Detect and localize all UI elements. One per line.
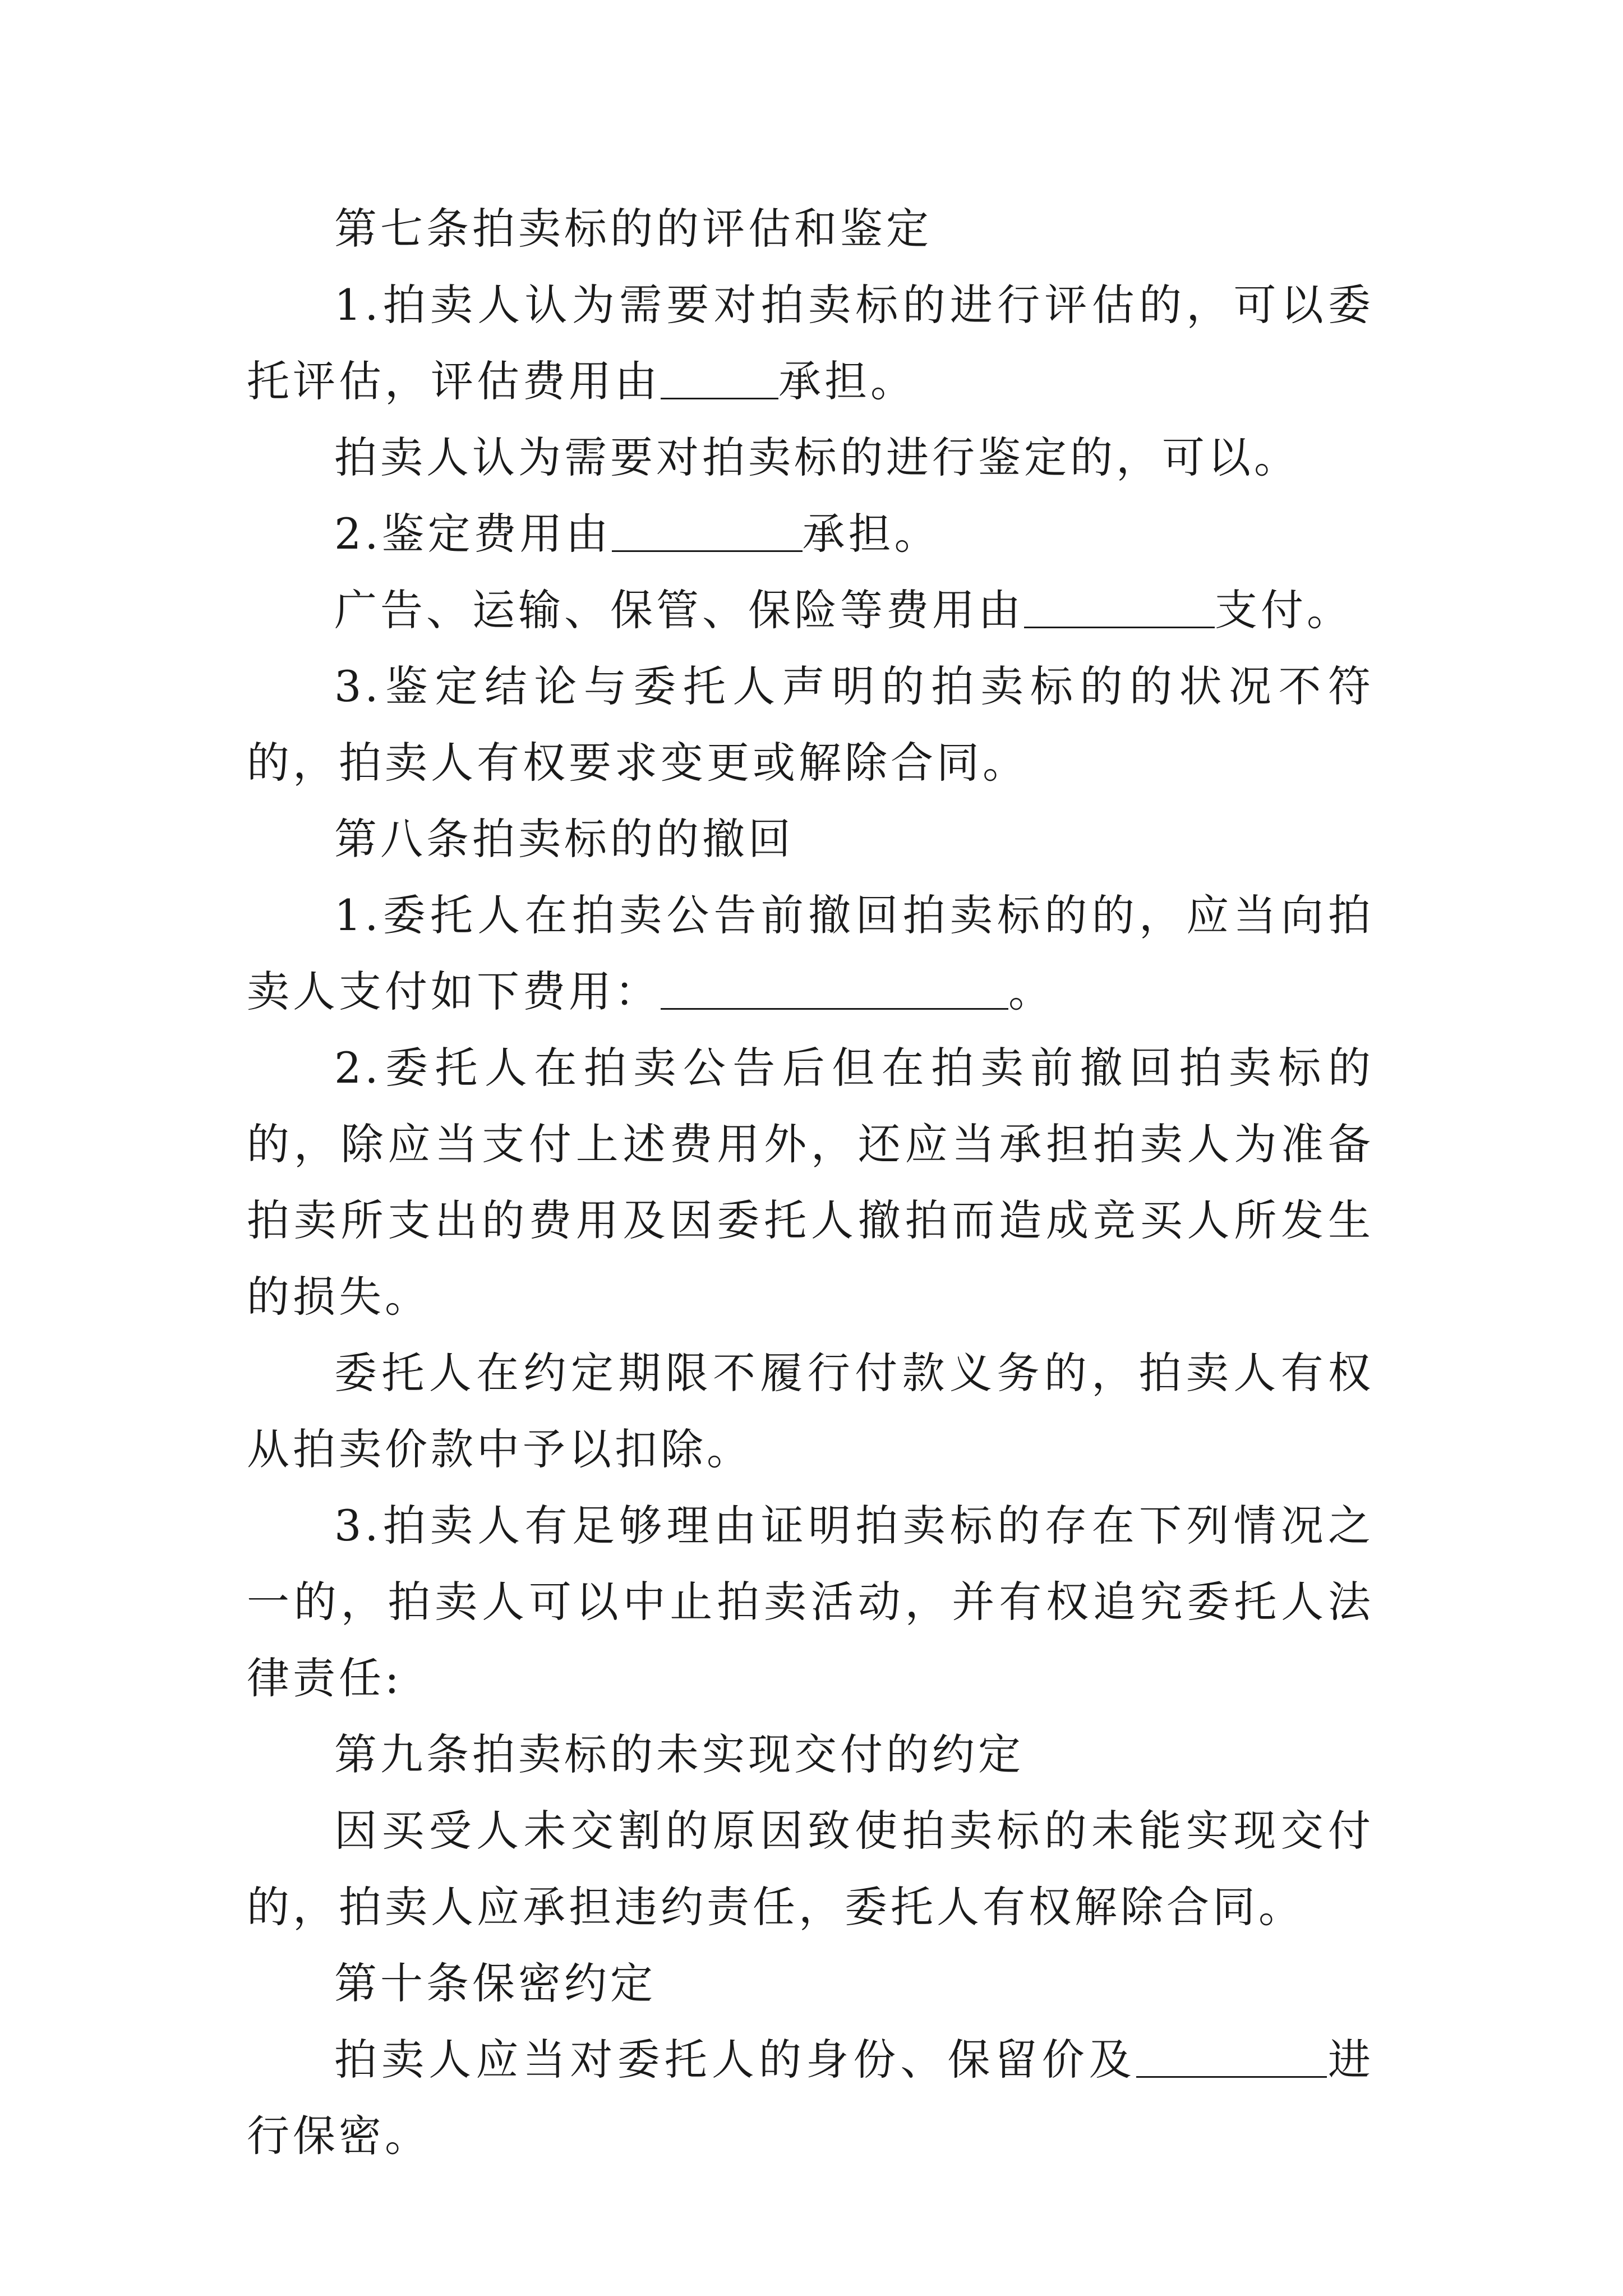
article-8-heading: [247, 801, 1374, 877]
article-10-heading-text: 第十条保密约定: [334, 1958, 656, 2008]
article-7-heading: [247, 191, 1374, 267]
blank-line: [1136, 2033, 1327, 2078]
paragraph-text: 因买受人未交割的原因致使拍卖标的未能实现交付的，拍卖人应承担违约责任，委托人有权解除合同。: [247, 1806, 1374, 1932]
paragraph-text: 委托人在约定期限不履行付款义务的，拍卖人有权从拍卖价款中予以扣除。: [247, 1348, 1374, 1474]
blank-line: [661, 965, 1008, 1010]
paragraph-misc-fees: [247, 572, 1374, 648]
paragraph-text: 1.拍卖人认为需要对拍卖标的进行评估的，可以委托评估，评估费用由: [247, 280, 1374, 406]
paragraph-withdraw-after: [247, 1030, 1374, 1335]
paragraph-text: 承担。: [802, 509, 940, 559]
article-10-heading: [247, 1945, 1374, 2022]
paragraph-text: 。: [1008, 967, 1054, 1016]
blank-line: [612, 508, 803, 552]
paragraph-text: 2.委托人在拍卖公告后但在拍卖前撤回拍卖标的的，除应当支付上述费用外，还应当承担拍卖人为准备拍卖所支出的费用及因委托人撤拍而造成竞买人所发生的损失。: [247, 1043, 1374, 1322]
paragraph-text: 承担。: [778, 356, 916, 406]
paragraph-text: 3.鉴定结论与委托人声明的拍卖标的的状况不符的，拍卖人有权要求变更或解除合同。: [247, 661, 1374, 788]
paragraph-appraisal: [247, 420, 1374, 496]
paragraph-text: 3.拍卖人有足够理由证明拍卖标的存在下列情况之一的，拍卖人可以中止拍卖活动，并有权追究委托人法律责任:: [247, 1501, 1374, 1703]
paragraph-text: 广告、运输、保管、保险等费用由: [334, 585, 1024, 635]
paragraph-text: 拍卖人认为需要对拍卖标的进行鉴定的，可以。: [334, 432, 1300, 482]
paragraph-text: 进行保密。: [247, 2035, 1375, 2161]
paragraph-text: 1.委托人在拍卖公告前撤回拍卖标的的，应当向拍卖人支付如下费用：: [247, 890, 1374, 1016]
paragraph-suspend-auction: [247, 1488, 1374, 1717]
article-8-heading-text: 第八条拍卖标的的撤回: [334, 814, 794, 864]
paragraph-appraisal-conclusion: [247, 648, 1374, 801]
paragraph-text: 拍卖人应当对委托人的身份、保留价及: [334, 2035, 1136, 2085]
paragraph-text: 支付。: [1215, 585, 1353, 635]
paragraph-appraisal-fee: [247, 496, 1374, 572]
paragraph-delivery-failure: [247, 1793, 1374, 1945]
blank-line: [661, 355, 778, 399]
paragraph-text: 2.鉴定费用由: [334, 509, 612, 559]
document-body: [247, 191, 1374, 2174]
blank-line: [1024, 584, 1215, 628]
article-9-heading: [247, 1717, 1374, 1793]
paragraph-evaluation: [247, 267, 1374, 420]
paragraph-payment-deduction: [247, 1335, 1374, 1488]
article-9-heading-text: 第九条拍卖标的未实现交付的约定: [334, 1729, 1024, 1779]
article-7-heading-text: 第七条拍卖标的的评估和鉴定: [334, 204, 932, 254]
paragraph-withdraw-before: [247, 877, 1374, 1030]
paragraph-confidentiality: [247, 2022, 1374, 2174]
